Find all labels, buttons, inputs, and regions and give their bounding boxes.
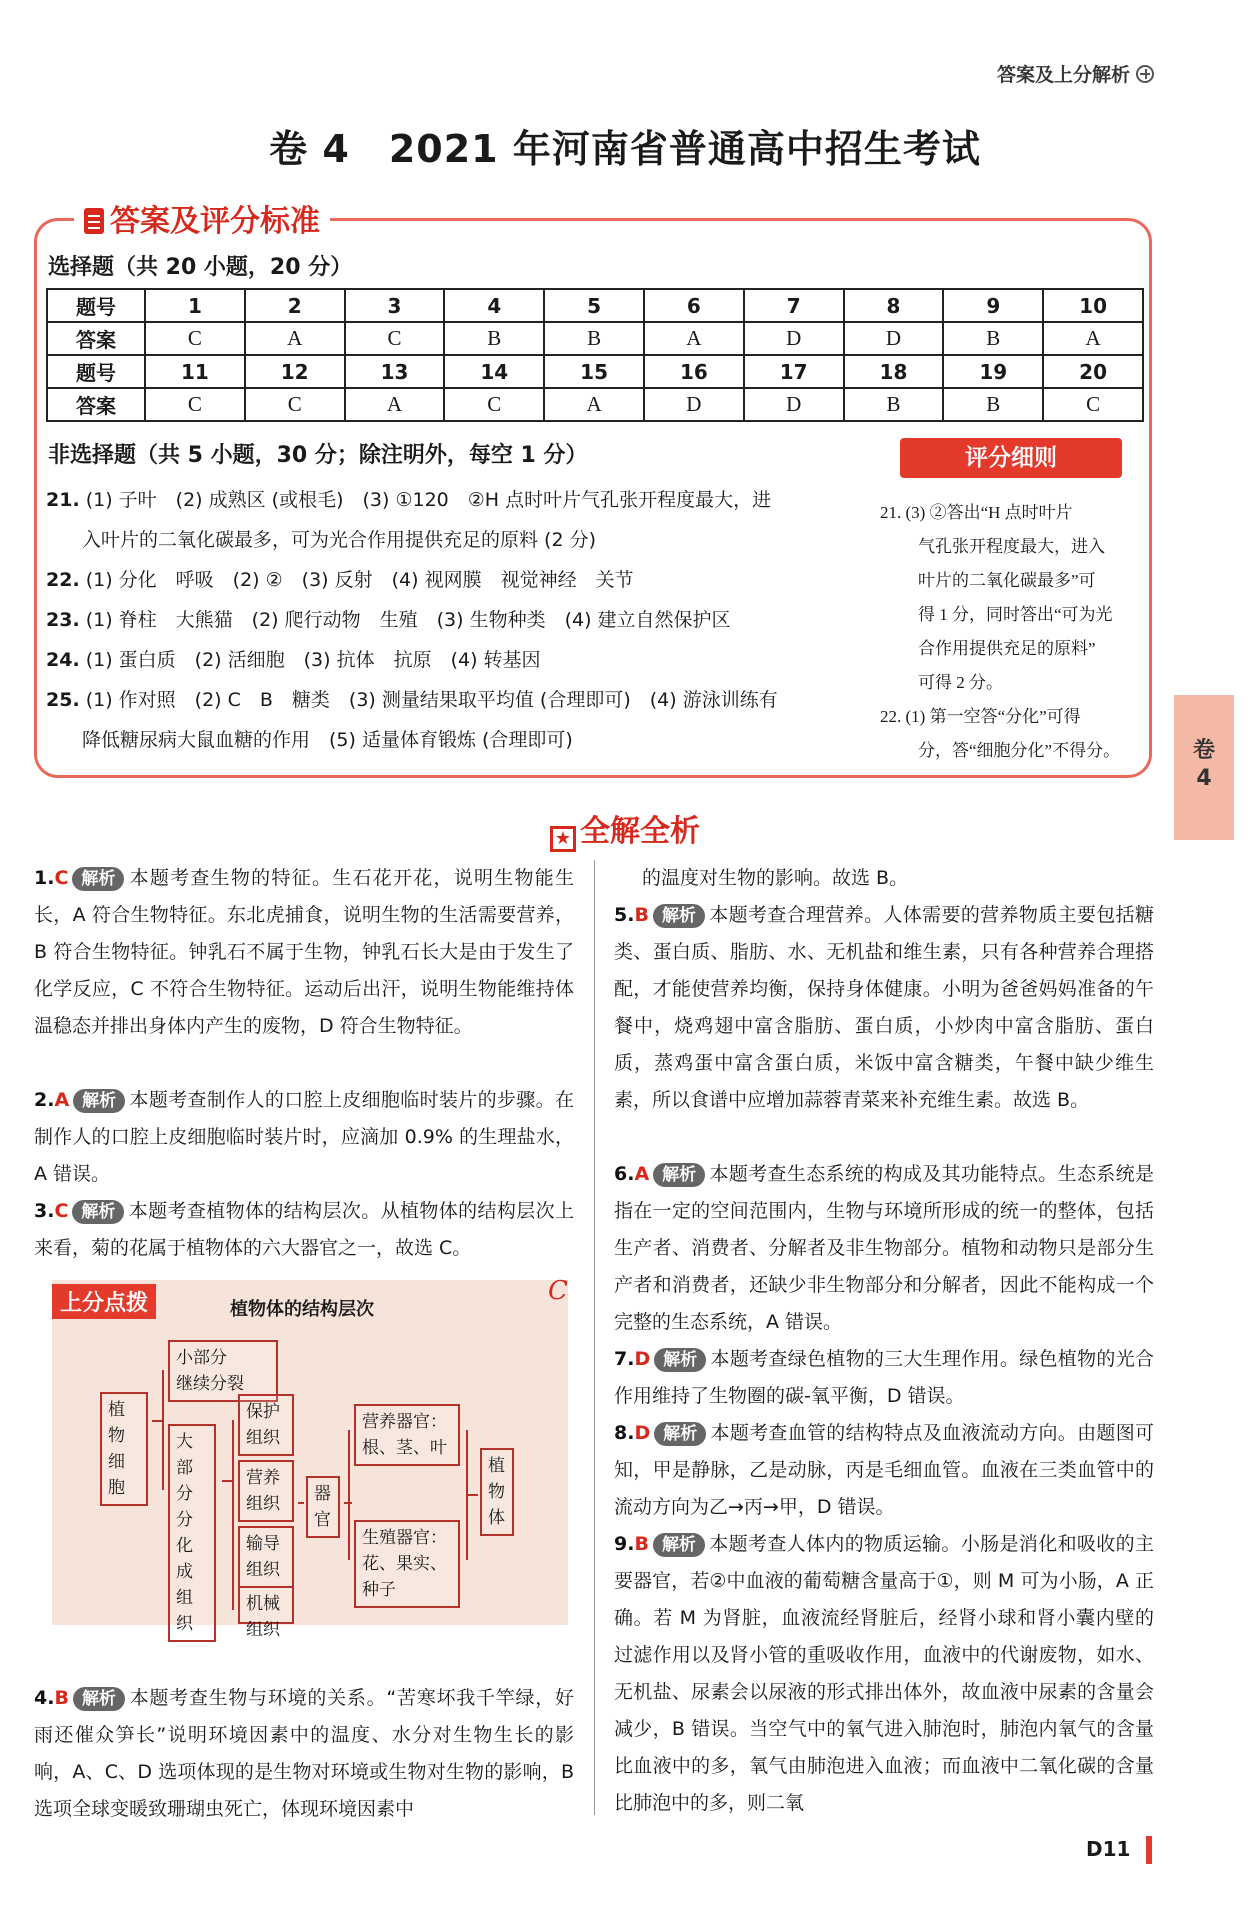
choice-section-title: 选择题（共 20 小题，20 分） bbox=[48, 255, 353, 280]
analysis-q3: 3.C 解析 本题考查植物体的结构层次。从植物体的结构层次上来看，菊的花属于植物体的六大器官之一，故选 C。 bbox=[34, 1200, 574, 1259]
table-cell: A bbox=[644, 322, 744, 355]
analysis-q7: 7.D 解析 本题考查绿色植物的三大生理作用。绿色植物的光合作用维持了生物圈的碳-氧平衡，D 错误。 bbox=[614, 1348, 1154, 1407]
page-marker bbox=[1146, 1836, 1152, 1864]
rubric-line: 分，答“细胞分化”不得分。 bbox=[918, 741, 1121, 760]
nonchoice-section-title: 非选择题（共 5 小题，30 分；除注明外，每空 1 分） bbox=[48, 443, 588, 468]
document-icon bbox=[84, 208, 104, 234]
table-cell: 16 bbox=[644, 355, 744, 388]
rubric-line: 21. (3) ②答出“H 点时叶片 bbox=[880, 503, 1073, 522]
table-cell: 4 bbox=[444, 289, 544, 322]
analysis-tag: 解析 bbox=[73, 1687, 125, 1711]
table-cell: 20 bbox=[1043, 355, 1143, 388]
table-cell: 5 bbox=[544, 289, 644, 322]
rubric-line: 合作用提供充足的原料” bbox=[918, 639, 1096, 658]
table-cell: D bbox=[844, 322, 944, 355]
connector bbox=[232, 1420, 234, 1610]
table-cell: A bbox=[1043, 322, 1143, 355]
tissue-box: 机械 组织 bbox=[238, 1586, 294, 1624]
connector bbox=[348, 1430, 350, 1560]
table-cell: C bbox=[345, 322, 445, 355]
table-cell: 17 bbox=[744, 355, 844, 388]
analysis-tag: 解析 bbox=[654, 1348, 706, 1372]
plant-body-box: 植 物 体 bbox=[480, 1448, 514, 1536]
analysis-q5: 5.B 解析 本题考查合理营养。人体需要的营养物质主要包括糖类、蛋白质、脂肪、水、无机盐和维生素，只有各种营养合理搭配，才能使营养均衡，保持身体健康。小明为爸爸妈妈准备的午餐中，烧鸡翅中富含脂肪、蛋白质，小炒肉中富含脂肪、蛋白质，蒸鸡蛋中富含蛋白质，米饭中富含糖类，午餐中缺少维生素，所以食谱中应增加蒜蓉青菜来补充维生素。故选 B。 bbox=[614, 904, 1154, 1111]
table-cell: A bbox=[245, 322, 345, 355]
connector bbox=[466, 1494, 478, 1496]
analysis-tag: 解析 bbox=[654, 1422, 706, 1446]
answer-q22: 22. (1) 分化 呼吸 (2) ② (3) 反射 (4) 视网膜 视觉神经 关节 bbox=[46, 569, 634, 591]
table-row bbox=[47, 355, 1143, 388]
table-cell: C bbox=[145, 388, 245, 421]
analysis-q4-cont: 的温度对生物的影响。故选 B。 bbox=[642, 867, 909, 889]
table-cell: 7 bbox=[744, 289, 844, 322]
table-cell: 1 bbox=[145, 289, 245, 322]
table-cell: C bbox=[245, 388, 345, 421]
volume-side-tab: 卷 4 bbox=[1174, 695, 1234, 840]
table-cell: 13 bbox=[345, 355, 445, 388]
analysis-q1: 1.C 解析 本题考查生物的特征。生石花开花，说明生物能生长，A 符合生物特征。东北虎捕食，说明生物的生活需要营养，B 符合生物特征。钟乳石不属于生物，钟乳石长大是由于发生了化学反应，C 不符合生物特征。运动后出汗，说明生物能维持体温稳态并排出身体内产生的废物，D 符合生物特征。 bbox=[34, 867, 574, 1037]
answer-table bbox=[46, 288, 1144, 422]
rubric-line: 22. (1) 第一空答“分化”可得 bbox=[880, 707, 1081, 726]
star-icon: ★ bbox=[550, 826, 576, 852]
analysis-tag: 解析 bbox=[73, 1089, 125, 1113]
large-part-box: 大部 分分 化成 组织 bbox=[168, 1424, 216, 1642]
table-cell: A bbox=[345, 388, 445, 421]
tissue-box: 保护 组织 bbox=[238, 1394, 294, 1456]
organ-box: 器 官 bbox=[306, 1476, 340, 1538]
table-cell: A bbox=[544, 388, 644, 421]
answer-q23: 23. (1) 脊柱 大熊猫 (2) 爬行动物 生殖 (3) 生物种类 (4) 建立自然保护区 bbox=[46, 609, 731, 631]
row-label: 题号 bbox=[47, 289, 145, 322]
table-cell: B bbox=[943, 388, 1043, 421]
page-title: 卷 4 2021 年河南省普通高中招生考试 bbox=[269, 127, 981, 171]
row-label: 题号 bbox=[47, 355, 145, 388]
vegetative-organ-box: 营养器官： 根、茎、叶 bbox=[354, 1404, 460, 1466]
reproductive-organ-box: 生殖器官： 花、果实、 种子 bbox=[354, 1520, 460, 1608]
page-number: D11 bbox=[1086, 1837, 1131, 1861]
section-label: 答案及上分解析 bbox=[996, 64, 1130, 86]
table-cell: D bbox=[744, 388, 844, 421]
table-cell: 15 bbox=[544, 355, 644, 388]
analysis-q2: 2.A 解析 本题考查制作人的口腔上皮细胞临时装片的步骤。在制作人的口腔上皮细胞临时装片时，应滴加 0.9% 的生理盐水，A 错误。 bbox=[34, 1089, 574, 1185]
tissue-box: 营养 组织 bbox=[238, 1460, 294, 1522]
answer-q21-cont: 入叶片的二氧化碳最多，可为光合作用提供充足的原料 (2 分) bbox=[82, 529, 596, 551]
table-cell: 19 bbox=[943, 355, 1043, 388]
table-row bbox=[47, 322, 1143, 355]
column-divider bbox=[594, 860, 595, 1815]
table-cell: 8 bbox=[844, 289, 944, 322]
table-cell: C bbox=[145, 322, 245, 355]
table-cell: 18 bbox=[844, 355, 944, 388]
table-cell: 11 bbox=[145, 355, 245, 388]
table-cell: B bbox=[943, 322, 1043, 355]
connector bbox=[162, 1370, 164, 1490]
answer-q21: 21. (1) 子叶 (2) 成熟区 (或根毛) (3) ①120 ②H 点时叶片气孔张开程度最大，进 bbox=[46, 489, 772, 511]
small-part-box: 小部分 继续分裂 bbox=[168, 1340, 278, 1402]
analysis-q8: 8.D 解析 本题考查血管的结构特点及血液流动方向。由题图可知，甲是静脉，乙是动脉，丙是毛细血管。血液在三类血管中的流动方向为乙→丙→甲，D 错误。 bbox=[614, 1422, 1154, 1518]
tissue-box: 输导 组织 bbox=[238, 1526, 294, 1588]
table-cell: C bbox=[444, 388, 544, 421]
answers-heading: 答案及评分标准 bbox=[74, 196, 330, 240]
table-cell: 12 bbox=[245, 355, 345, 388]
tip-label: 上分点拨 bbox=[52, 1284, 156, 1319]
running-header bbox=[997, 60, 1154, 87]
plant-cell-box: 植物 细胞 bbox=[100, 1392, 148, 1506]
analysis-tag: 解析 bbox=[653, 1533, 705, 1557]
table-cell: 3 bbox=[345, 289, 445, 322]
analysis-q9: 9.B 解析 本题考查人体内的物质运输。小肠是消化和吸收的主要器官，若②中血液的葡萄糖含量高于①，则 M 可为小肠，A 正确。若 M 为肾脏，血液流经肾脏后，经肾小球和肾小囊内壁的过滤作用以及肾小管的重吸收作用，血液中的代谢废物，如水、无机盐、尿素会以尿液的形式排出体外，故血液中尿素的含量会减少，B 错误。当空气中的氧气进入肺泡时，肺泡内氧气的含量比血液中的多，氧气由肺泡进入血液；而血液中二氧化碳的含量比肺泡中的多，则二氧 bbox=[614, 1533, 1154, 1814]
table-cell: 9 bbox=[943, 289, 1043, 322]
table-cell: C bbox=[1043, 388, 1143, 421]
analysis-tag: 解析 bbox=[653, 1163, 705, 1187]
table-cell: 6 bbox=[644, 289, 744, 322]
rubric-line: 叶片的二氧化碳最多”可 bbox=[918, 571, 1096, 590]
answer-q25: 25. (1) 作对照 (2) C B 糖类 (3) 测量结果取平均值 (合理即可) (4) 游泳训练有 bbox=[46, 689, 778, 711]
table-cell: 2 bbox=[245, 289, 345, 322]
answer-q24: 24. (1) 蛋白质 (2) 活细胞 (3) 抗体 抗原 (4) 转基因 bbox=[46, 649, 541, 671]
analysis-q6: 6.A 解析 本题考查生态系统的构成及其功能特点。生态系统是指在一定的空间范围内，生物与环境所形成的统一的整体，包括生产者、消费者、分解者及非生物部分。植物和动物只是部分生产者和消费者，还缺少非生物部分和分解者，因此不能构成一个完整的生态系统，A 错误。 bbox=[614, 1163, 1154, 1333]
row-label: 答案 bbox=[47, 388, 145, 421]
table-cell: B bbox=[544, 322, 644, 355]
analysis-tag: 解析 bbox=[72, 1200, 124, 1224]
connector bbox=[298, 1502, 304, 1504]
rubric-line: 得 1 分，同时答出“可为光 bbox=[918, 605, 1113, 624]
plus-circle-icon bbox=[1136, 65, 1154, 83]
table-cell: D bbox=[744, 322, 844, 355]
table-cell: B bbox=[444, 322, 544, 355]
table-cell: 14 bbox=[444, 355, 544, 388]
analysis-q4: 4.B 解析 本题考查生物与环境的关系。“苦寒坏我千竿绿，好雨还催众笋长”说明环境因素中的温度、水分对生物生长的影响，A、C、D 选项体现的是生物对环境或生物对生物的影响，B 选项全球变暖致珊瑚虫死亡，体现环境因素中 bbox=[34, 1687, 574, 1820]
row-label: 答案 bbox=[47, 322, 145, 355]
table-cell: B bbox=[844, 388, 944, 421]
rubric-line: 可得 2 分。 bbox=[918, 673, 1003, 692]
rubric-line: 气孔张开程度最大，进入 bbox=[918, 537, 1105, 556]
table-row bbox=[47, 388, 1143, 421]
analysis-tag: 解析 bbox=[653, 904, 705, 928]
structure-diagram bbox=[52, 1280, 568, 1640]
handwritten-mark: C bbox=[548, 1276, 568, 1306]
analysis-heading: ★ 全解全析 bbox=[0, 806, 1250, 852]
rubric-heading: 评分细则 bbox=[900, 438, 1122, 478]
table-cell: D bbox=[644, 388, 744, 421]
answer-q25-cont: 降低糖尿病大鼠血糖的作用 (5) 适量体育锻炼 (合理即可) bbox=[82, 729, 573, 751]
diagram-title: 植物体的结构层次 bbox=[230, 1299, 374, 1320]
table-row bbox=[47, 289, 1143, 322]
analysis-tag: 解析 bbox=[72, 867, 124, 891]
table-cell: 10 bbox=[1043, 289, 1143, 322]
